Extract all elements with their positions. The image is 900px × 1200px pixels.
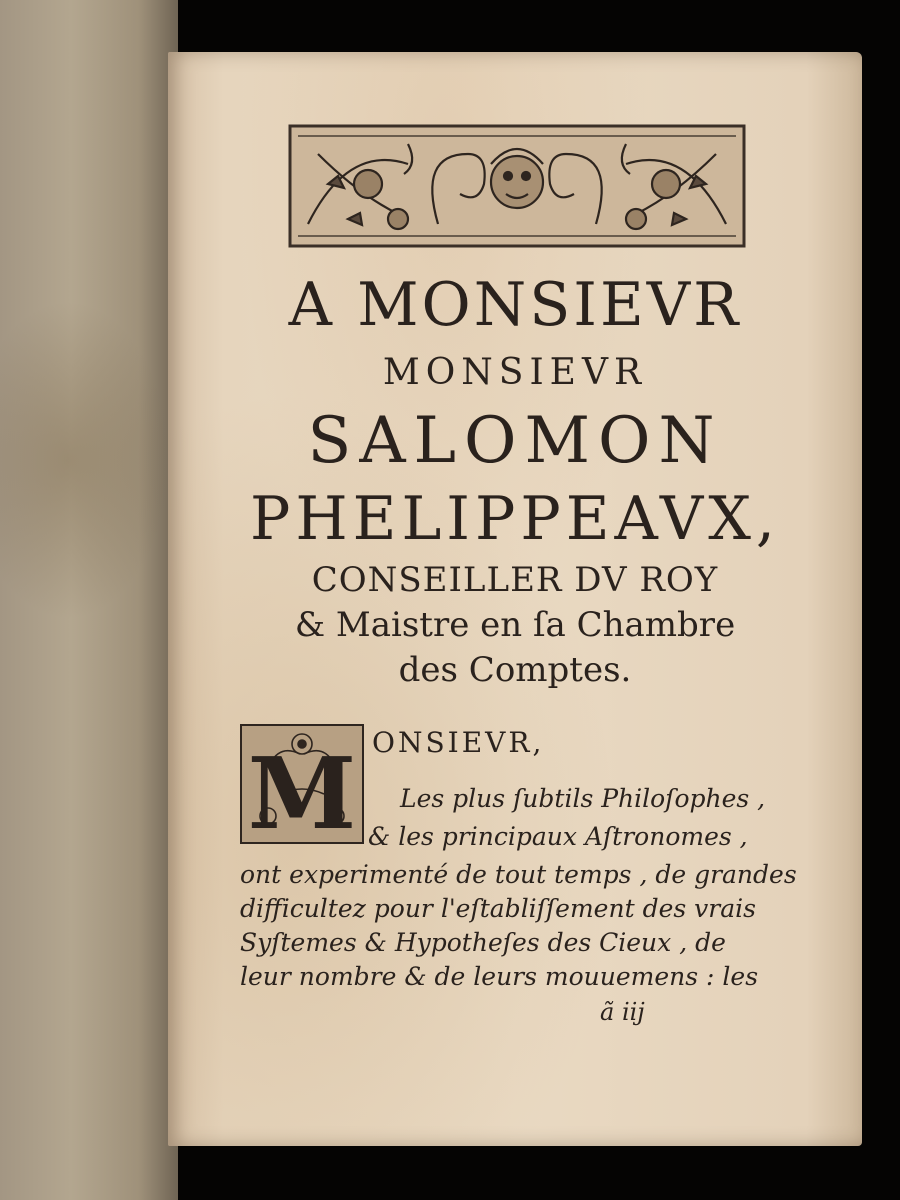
title-line-4: PHELIPPEAVX, bbox=[249, 484, 781, 554]
body-line-4: difficultez pour l'eſtabliſſement des vrais bbox=[240, 894, 756, 923]
body-line-2: & les principaux Aſtronomes , bbox=[368, 822, 748, 851]
title-line-7: des Comptes. bbox=[398, 650, 632, 690]
body-line-6: leur nombre & de leurs mouuemens : les bbox=[240, 962, 759, 991]
title-line-3: SALOMON bbox=[307, 404, 723, 478]
floral-headpiece-ornament-icon bbox=[288, 124, 746, 248]
body-line-1: Les plus ſubtils Philoſophes , bbox=[400, 784, 766, 813]
title-line-5: CONSEILLER DV ROY bbox=[311, 560, 719, 600]
historiated-dropcap-icon bbox=[240, 724, 364, 844]
dropcap-letter: M bbox=[247, 737, 357, 844]
water-stain bbox=[0, 300, 170, 620]
title-line-1: A MONSIEVR bbox=[288, 270, 742, 340]
signature-mark: ã iij bbox=[600, 998, 645, 1026]
title-page bbox=[168, 52, 862, 1146]
body-line-3: ont experimenté de tout temps , de grandes bbox=[240, 860, 797, 889]
body-line-5: Syſtemes & Hypotheſes des Cieux , de bbox=[240, 928, 726, 957]
previous-page bbox=[0, 0, 178, 1200]
title-line-6: & Maistre en ſa Chambre bbox=[294, 605, 736, 645]
salutation: ONSIEVR, bbox=[372, 726, 545, 759]
title-line-2: MONSIEVR bbox=[382, 352, 648, 393]
